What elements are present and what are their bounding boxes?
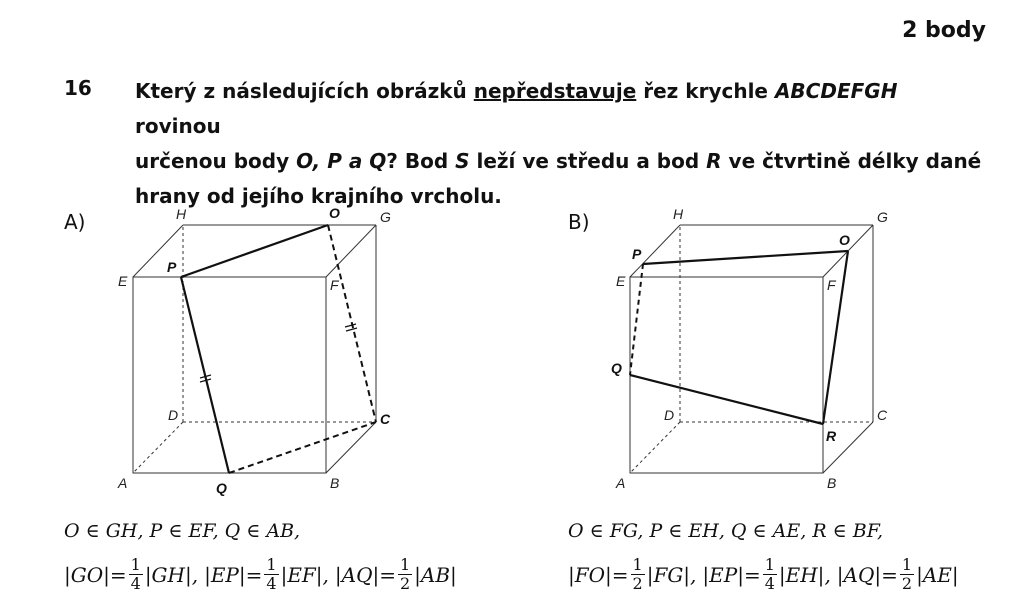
vertex-label-b: B bbox=[827, 475, 837, 491]
measure-rhs: |FG| bbox=[646, 562, 691, 587]
vertex-label-h: H bbox=[176, 206, 187, 222]
question-negation: nepředstavuje bbox=[473, 79, 637, 103]
vertex-label-c: C bbox=[877, 407, 888, 423]
question-points: O, P a Q bbox=[296, 149, 387, 173]
point-label-o: O bbox=[839, 232, 850, 248]
point-label-c: C bbox=[380, 411, 391, 427]
fraction-numerator: 1 bbox=[632, 555, 643, 574]
point-label-p: P bbox=[167, 259, 177, 275]
vertex-label-e: E bbox=[118, 273, 128, 289]
measure-lhs: |EP| bbox=[702, 562, 744, 587]
measure-rhs: |GH| bbox=[144, 562, 192, 587]
equals-sign: = bbox=[743, 562, 761, 587]
question-text-part: řez krychle bbox=[636, 79, 775, 103]
measure-lhs: |GO| bbox=[64, 562, 110, 587]
vertex-label-d: D bbox=[664, 407, 675, 423]
point-label-o: O bbox=[329, 205, 340, 221]
fraction-numerator: 1 bbox=[901, 555, 913, 574]
question-text-part: určenou body bbox=[135, 149, 297, 173]
point-r-name: R bbox=[706, 149, 722, 173]
point-label-r: R bbox=[826, 428, 837, 444]
vertex-label-a: A bbox=[616, 475, 626, 491]
option-b-measures bbox=[568, 556, 959, 593]
vertex-label-f: F bbox=[827, 277, 836, 293]
question-text-part: rovinou bbox=[135, 114, 221, 138]
vertex-label-a: A bbox=[118, 475, 128, 491]
comma: , bbox=[322, 562, 329, 587]
vertex-label-f: F bbox=[330, 277, 339, 293]
option-a-conditions: O ∈ GH, P ∈ EF, Q ∈ AB, bbox=[64, 520, 301, 542]
section-q-r bbox=[630, 375, 823, 424]
option-b-label: B) bbox=[568, 210, 590, 234]
fraction-denominator: 2 bbox=[632, 574, 643, 593]
fraction-denominator: 4 bbox=[266, 574, 277, 593]
measure-rhs: |AE| bbox=[916, 562, 959, 587]
section-p-q bbox=[630, 264, 643, 375]
question-text-part: leží ve středu a bod bbox=[469, 149, 707, 173]
section-p-o bbox=[643, 251, 848, 264]
question-text-part: Který z následujících obrázků bbox=[135, 79, 474, 103]
measure-rhs: |AB| bbox=[414, 562, 457, 587]
fraction-numerator: 1 bbox=[266, 555, 277, 574]
measure-rhs: |EF| bbox=[280, 562, 323, 587]
vertex-label-b: B bbox=[330, 475, 340, 491]
measure-lhs: |FO| bbox=[568, 562, 612, 587]
fraction bbox=[900, 556, 914, 593]
vertex-label-g: G bbox=[877, 209, 888, 225]
measure-rhs: |EH| bbox=[778, 562, 825, 587]
measure-lhs: |AQ| bbox=[334, 562, 380, 587]
measure-lhs: |EP| bbox=[204, 562, 246, 587]
comma: , bbox=[824, 562, 831, 587]
fraction-numerator: 1 bbox=[399, 555, 411, 574]
fraction-denominator: 2 bbox=[399, 574, 411, 593]
cube-name: ABCDEFGH bbox=[774, 79, 898, 103]
comma: , bbox=[690, 562, 697, 587]
equals-sign: = bbox=[881, 562, 898, 587]
question-text-part: hrany od jejího krajního vrcholu. bbox=[135, 184, 502, 208]
question-text-part: ve čtvrtině délky dané bbox=[721, 149, 982, 173]
fraction-numerator: 1 bbox=[130, 555, 141, 574]
vertex-label-g: G bbox=[380, 209, 391, 225]
fraction-numerator: 1 bbox=[764, 555, 775, 574]
question-number: 16 bbox=[64, 76, 92, 100]
point-label-q: Q bbox=[216, 480, 227, 496]
fraction-denominator: 4 bbox=[130, 574, 141, 593]
equals-sign: = bbox=[379, 562, 396, 587]
fraction-denominator: 2 bbox=[901, 574, 913, 593]
vertex-label-h: H bbox=[673, 206, 684, 222]
vertex-label-d: D bbox=[168, 407, 179, 423]
point-label-q: Q bbox=[611, 360, 622, 376]
equals-sign: = bbox=[109, 562, 127, 587]
points-label: 2 body bbox=[902, 18, 986, 43]
point-s-name: S bbox=[455, 149, 470, 173]
comma: , bbox=[191, 562, 199, 587]
option-b-conditions: O ∈ FG, P ∈ EH, Q ∈ AE, R ∈ BF, bbox=[568, 520, 883, 542]
question-text-part: ? Bod bbox=[386, 149, 456, 173]
fraction-denominator: 4 bbox=[764, 574, 775, 593]
measure-lhs: |AQ| bbox=[836, 562, 882, 587]
option-a-label: A) bbox=[64, 210, 86, 234]
equals-sign: = bbox=[245, 562, 263, 587]
point-label-p: P bbox=[632, 246, 642, 262]
equals-sign: = bbox=[611, 562, 629, 587]
fraction bbox=[763, 556, 777, 593]
vertex-label-e: E bbox=[616, 273, 626, 289]
fraction bbox=[631, 556, 645, 593]
edge-da-hidden bbox=[630, 422, 680, 473]
